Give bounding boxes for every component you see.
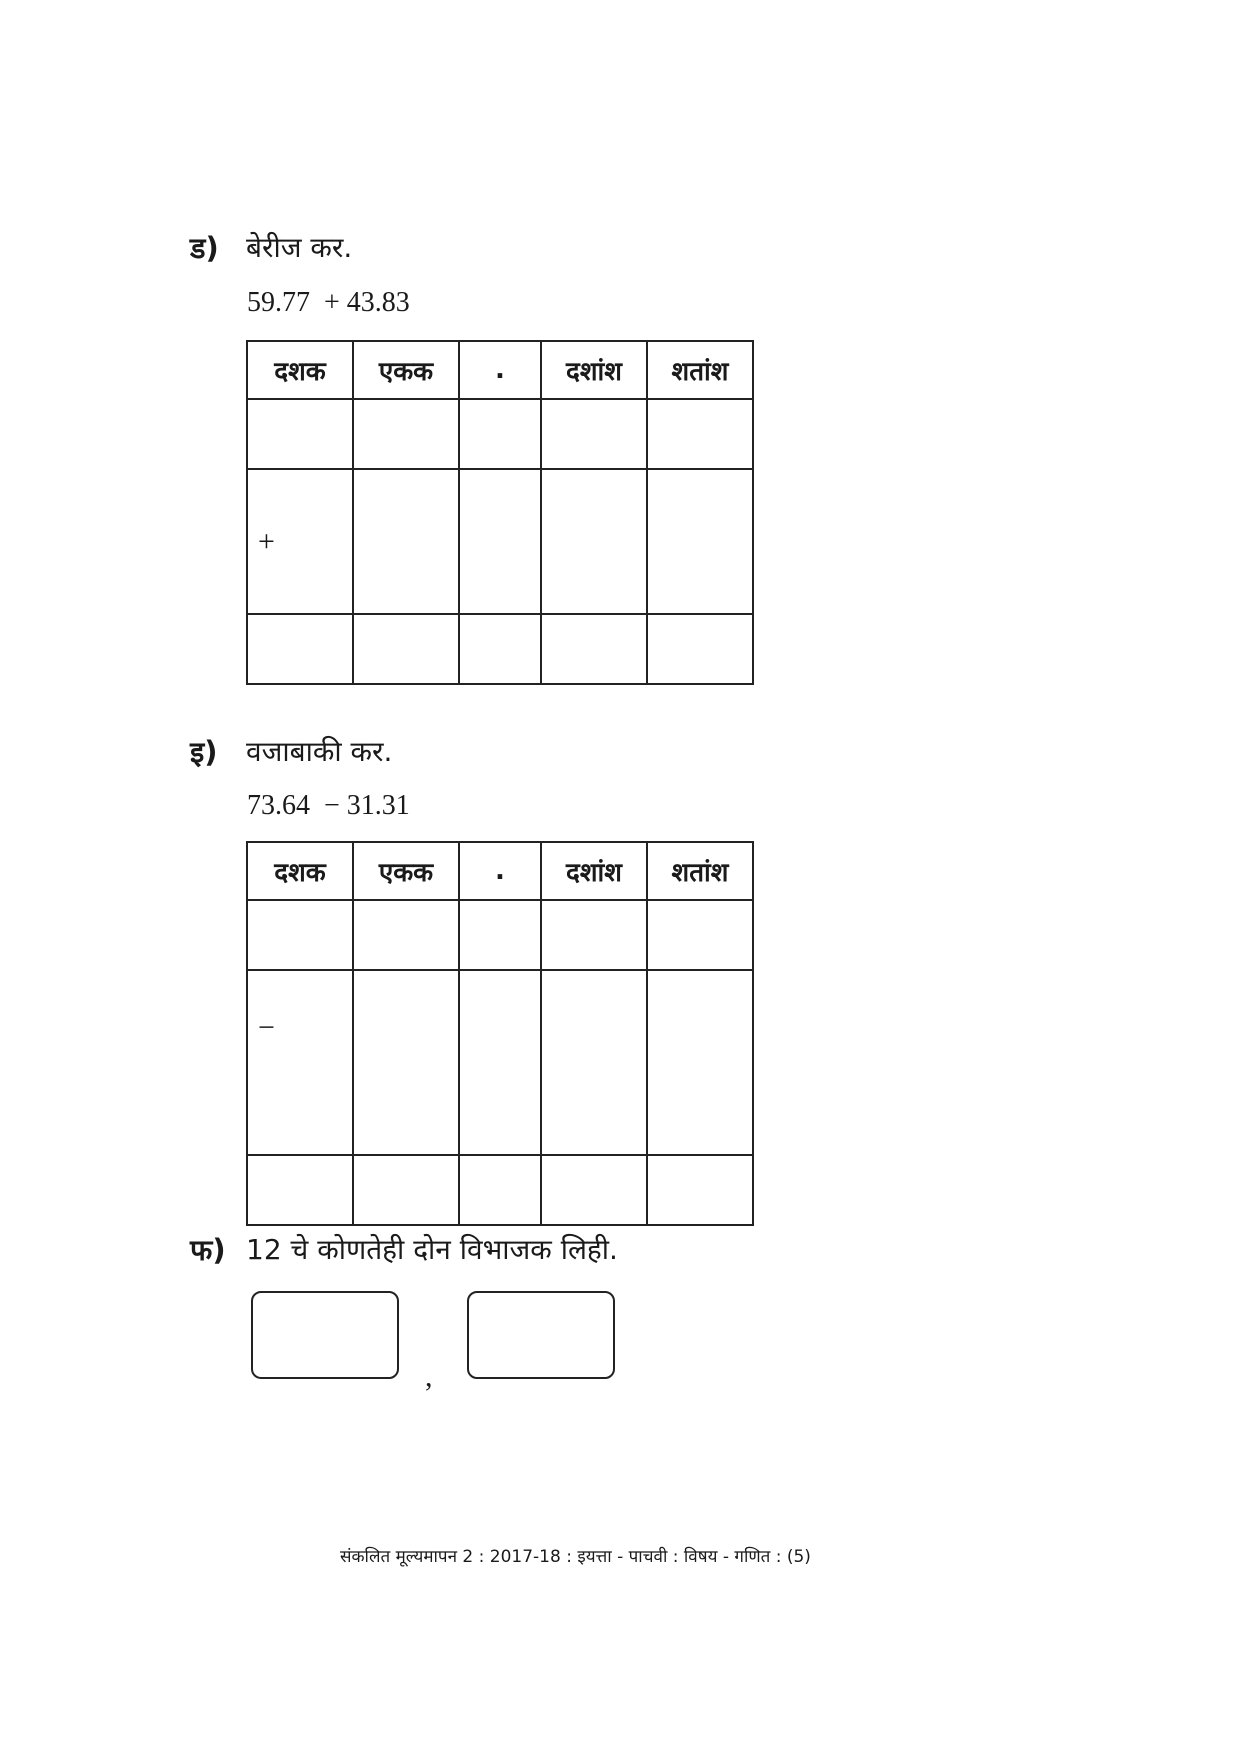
cell[interactable]	[459, 614, 541, 684]
cell[interactable]	[459, 970, 541, 1155]
cell[interactable]	[459, 900, 541, 970]
cell[interactable]	[353, 1155, 459, 1225]
cell[interactable]	[247, 1155, 353, 1225]
cell[interactable]	[353, 469, 459, 614]
cell[interactable]	[353, 900, 459, 970]
cell[interactable]	[647, 1155, 753, 1225]
cell[interactable]	[647, 900, 753, 970]
header-ones: एकक	[353, 341, 459, 399]
addition-place-value-table	[246, 340, 754, 685]
header-hundredths: शतांश	[647, 341, 753, 399]
page-footer: संकलित मूल्यमापन 2 : 2017-18 : इयत्ता - पाचवी : विषय - गणित : (5)	[340, 1547, 811, 1567]
cell[interactable]	[647, 970, 753, 1155]
minus-sign-cell[interactable]: −	[247, 970, 353, 1155]
cell[interactable]	[459, 399, 541, 469]
question-i-expression: 73.64 − 31.31	[247, 790, 410, 821]
cell[interactable]	[647, 469, 753, 614]
header-ones: एकक	[353, 842, 459, 900]
header-tenths: दशांश	[541, 341, 647, 399]
cell[interactable]	[541, 614, 647, 684]
cell[interactable]	[647, 399, 753, 469]
cell[interactable]	[459, 1155, 541, 1225]
question-i-label: इ)	[190, 735, 218, 769]
cell[interactable]	[247, 900, 353, 970]
cell[interactable]	[541, 1155, 647, 1225]
subtraction-place-value-table	[246, 841, 754, 1226]
cell[interactable]	[353, 970, 459, 1155]
cell[interactable]	[247, 399, 353, 469]
question-f-instruction: 12 चे कोणतेही दोन विभाजक लिही.	[246, 1233, 618, 1266]
header-decimal-point: .	[459, 842, 541, 900]
header-tenths: दशांश	[541, 842, 647, 900]
cell[interactable]	[541, 399, 647, 469]
question-d-instruction: बेरीज कर.	[246, 231, 353, 264]
plus-sign-cell[interactable]: +	[247, 469, 353, 614]
separator-comma: ,	[425, 1360, 433, 1393]
cell[interactable]	[353, 399, 459, 469]
cell[interactable]	[541, 469, 647, 614]
cell[interactable]	[459, 469, 541, 614]
header-hundredths: शतांश	[647, 842, 753, 900]
cell[interactable]	[353, 614, 459, 684]
header-decimal-point: .	[459, 341, 541, 399]
cell[interactable]	[647, 614, 753, 684]
header-tens: दशक	[247, 842, 353, 900]
answer-box-1[interactable]	[251, 1291, 399, 1379]
question-f-label: फ)	[190, 1233, 226, 1267]
question-i-instruction: वजाबाकी कर.	[246, 735, 393, 768]
cell[interactable]	[541, 970, 647, 1155]
question-d-label: ड)	[190, 231, 219, 265]
cell[interactable]	[247, 614, 353, 684]
cell[interactable]	[541, 900, 647, 970]
answer-box-2[interactable]	[467, 1291, 615, 1379]
header-tens: दशक	[247, 341, 353, 399]
question-d-expression: 59.77 + 43.83	[247, 287, 410, 318]
